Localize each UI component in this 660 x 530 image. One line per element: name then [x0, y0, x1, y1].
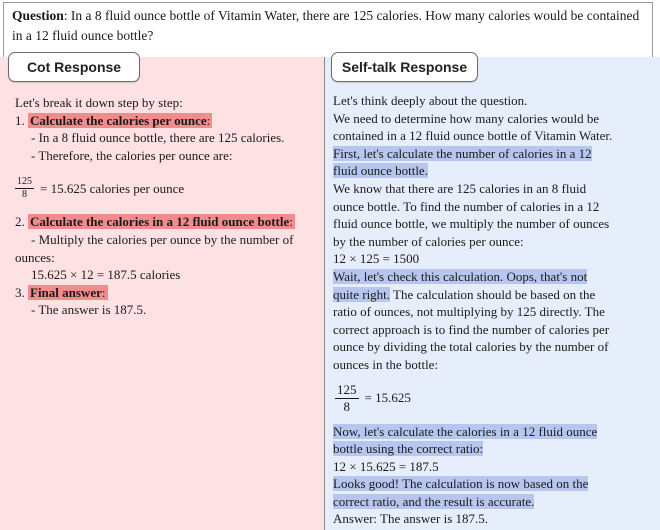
- selftalk-answer: Answer: The answer is 187.5.: [333, 511, 489, 527]
- cot-step-2-number: 2.: [15, 214, 28, 230]
- selftalk-fraction-result: = 15.625: [364, 390, 411, 406]
- selftalk-line: ounce bottle. To find the number of calories in a 12: [333, 198, 600, 214]
- cot-content: [15, 94, 321, 319]
- selftalk-equation-2: 12 × 15.625 = 187.5: [333, 458, 439, 474]
- cot-fraction-numerator: 125: [17, 176, 32, 188]
- selftalk-content: [333, 92, 645, 528]
- cot-step-1: [15, 112, 321, 130]
- cot-step-1-title: Calculate the calories per ounce:: [30, 112, 211, 128]
- selftalk-highlight-line: fluid ounce bottle.: [333, 163, 428, 179]
- selftalk-line: by the number of calories per ounce:: [333, 233, 524, 249]
- selftalk-highlight-line: Looks good! The calculation is now based on the: [333, 476, 589, 492]
- selftalk-line: We need to determine how many calories would be: [333, 110, 600, 126]
- selftalk-line: fluid ounce bottle, we multiply the number of ounces: [333, 216, 610, 232]
- selftalk-line: contained in a 12 fluid ounce bottle of Vitamin Water.: [333, 128, 613, 144]
- cot-fraction-denominator: 8: [22, 189, 27, 201]
- selftalk-highlight-line: quite right.: [333, 286, 391, 302]
- selftalk-equation-1: 12 × 125 = 1500: [333, 251, 420, 267]
- selftalk-line: ounces in the bottle:: [333, 356, 439, 372]
- cot-fraction: [15, 176, 34, 201]
- selftalk-line: ounce by dividing the total calories by the number of: [333, 339, 609, 355]
- selftalk-highlight-line: Now, let's calculate the calories in a 12 fluid ounce: [333, 423, 598, 439]
- cot-step-3-line-a: - The answer is 187.5.: [31, 302, 147, 318]
- selftalk-fraction: [335, 382, 359, 415]
- cot-step-2: [15, 213, 321, 231]
- cot-step-1-line-b: - Therefore, the calories per ounce are:: [31, 147, 233, 163]
- cot-fraction-equation: [15, 176, 321, 201]
- selftalk-line: Let's think deeply about the question.: [333, 93, 528, 108]
- cot-step-2-equation: 15.625 × 12 = 187.5 calories: [31, 267, 181, 283]
- selftalk-line: We know that there are 125 calories in an 8 fluid: [333, 180, 587, 196]
- selftalk-highlight-line: bottle using the correct ratio:: [333, 441, 484, 457]
- cot-step-2-line-b: ounces:: [15, 249, 55, 265]
- selftalk-line: The calculation should be based on the: [390, 286, 596, 302]
- selftalk-line: ratio of ounces, not multiplying by 125 directly. The: [333, 304, 605, 320]
- cot-fraction-result: = 15.625 calories per ounce: [40, 181, 185, 197]
- question-text: [12, 6, 642, 46]
- cot-step-1-line-a: - In a 8 fluid ounce bottle, there are 125 calories.: [31, 130, 285, 146]
- cot-step-2-line-a: - Multiply the calories per ounce by the number of: [31, 231, 294, 247]
- selftalk-fraction-denominator: 8: [343, 398, 350, 414]
- cot-step-1-number: 1.: [15, 112, 28, 128]
- cot-intro: Let's break it down step by step:: [15, 95, 183, 110]
- cot-step-3: [15, 284, 321, 302]
- question-body: : In a 8 fluid ounce bottle of Vitamin Water, there are 125 calories. How many calories would be contained in a 12 fluid ounce bottle?: [12, 8, 640, 43]
- selftalk-highlight-line: First, let's calculate the number of calories in a 12: [333, 145, 592, 161]
- selftalk-highlight-line: Wait, let's check this calculation. Oops, that's not: [333, 268, 588, 284]
- cot-step-3-number: 3.: [15, 284, 28, 300]
- cot-response-tab: Cot Response: [8, 52, 140, 82]
- question-label: Question: [12, 8, 64, 23]
- selftalk-response-tab: Self-talk Response: [331, 52, 478, 82]
- selftalk-fraction-equation: [335, 382, 645, 415]
- selftalk-line: correct approach is to find the number of calories per: [333, 321, 610, 337]
- cot-step-3-title: Final answer:: [30, 284, 106, 300]
- selftalk-fraction-numerator: 125: [337, 381, 357, 397]
- selftalk-highlight-line: correct ratio, and the result is accurate.: [333, 493, 535, 509]
- cot-step-2-title: Calculate the calories in a 12 fluid ounce bottle:: [30, 214, 293, 230]
